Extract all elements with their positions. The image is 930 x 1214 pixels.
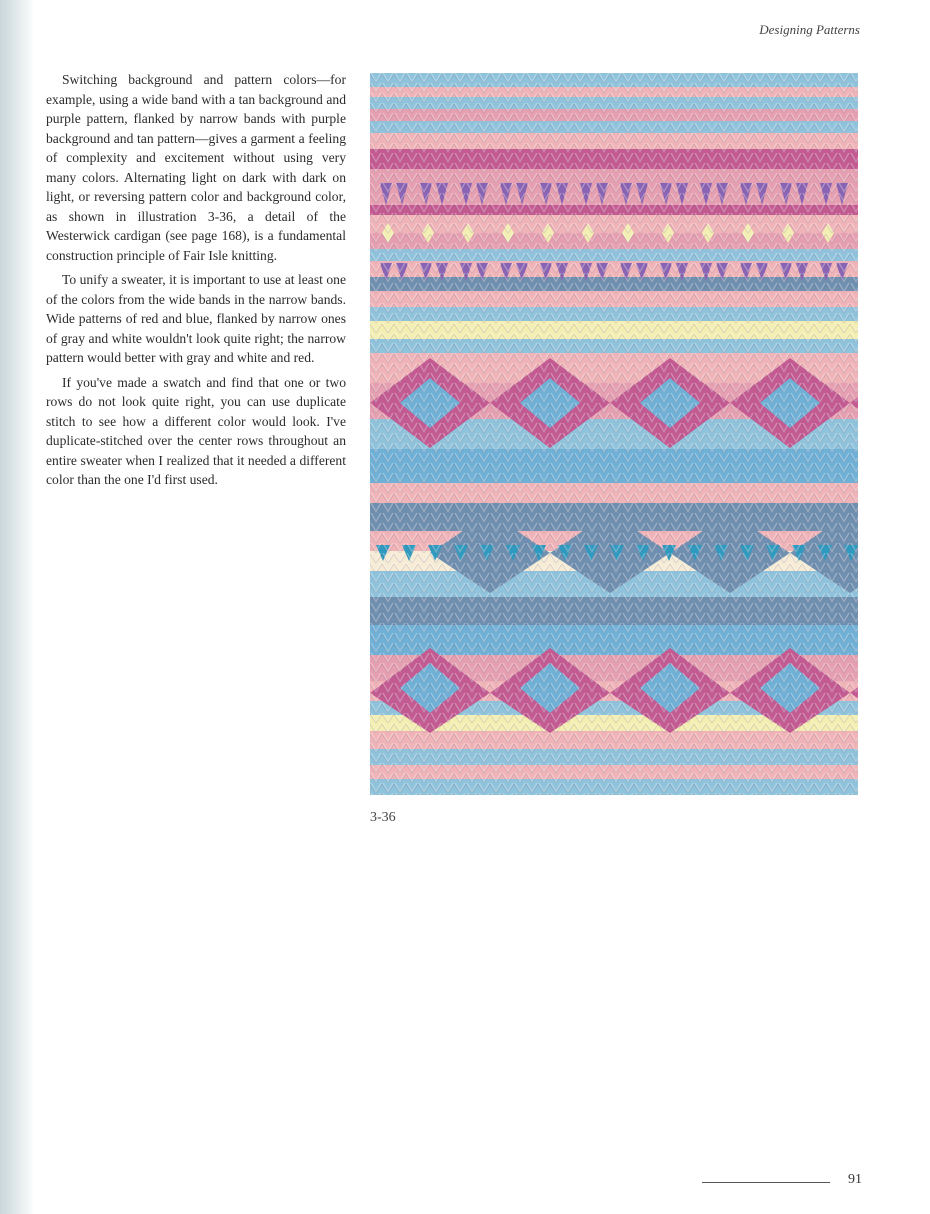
page-gutter-shadow: [0, 0, 34, 1214]
page-number: 91: [848, 1172, 862, 1187]
knitting-swatch-illustration: [370, 73, 858, 795]
fair-isle-knitting-photo: [370, 73, 858, 795]
paragraph-3: If you've made a swatch and find that one or two rows do not look quite right, you can use duplicate stitch to see how a different color would look. I've duplicate-stitched over the center rows throughout an entire sweater when I realized that it needed a different color than the one I'd first used.: [46, 374, 346, 487]
stitch-texture: [370, 73, 858, 795]
paragraph-2: To unify a sweater, it is important to use at least one of the colors from the wide bands in the narrow bands. Wide patterns of red and blue, flanked by narrow ones of gray and white wouldn't look quite right; the narrow pattern would better with gray and white and red.: [46, 272, 346, 365]
footer-rule: [702, 1182, 830, 1183]
figure-caption: 3-36: [370, 810, 396, 825]
paragraph-1: Switching background and pattern colors—for example, using a wide band with a tan background and purple pattern, flanked by narrow bands with purple background and tan pattern—gives a garment a feeling of complexity and excitement without using very many colors. Alternating light on dark with dark on light, or reversing pattern color and background color, as shown in illustration 3-36, a detail of the Westerwick cardigan (see page 168), is a fundamental construction principle of Fair Isle knitting.: [46, 72, 346, 263]
running-head: Designing Patterns: [759, 22, 860, 37]
body-text: [46, 70, 346, 495]
